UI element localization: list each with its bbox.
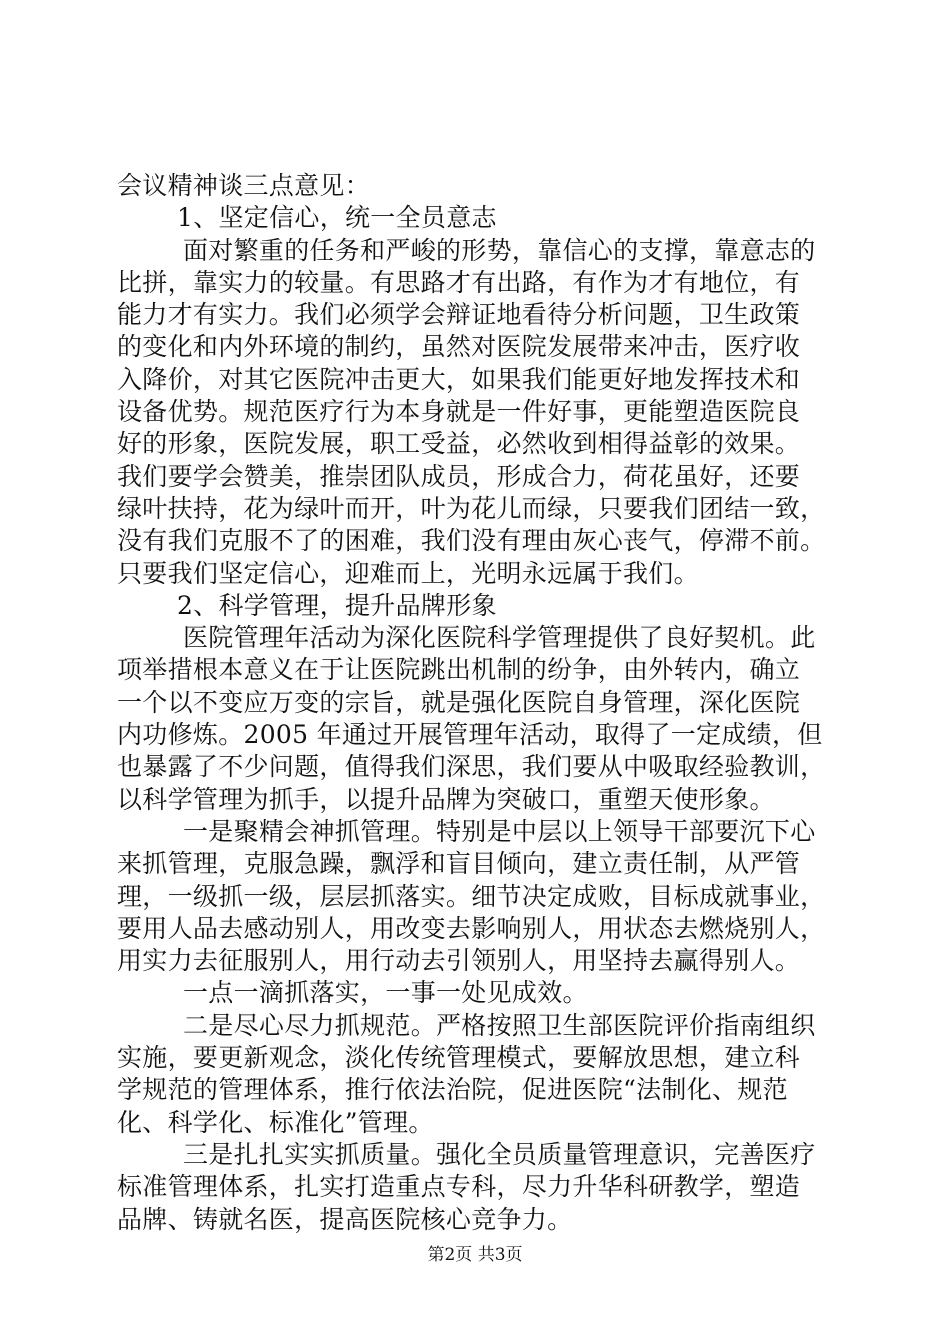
- page-number: 第2页 共3页: [427, 1245, 523, 1265]
- paragraph-line: 好的形象，医院发展，职工受益，必然收到相得益彰的效果。: [117, 429, 801, 459]
- text-line: 会议精神谈三点意见：: [117, 171, 371, 200]
- paragraph-line: 一是聚精会神抓管理。特别是中层以上领导干部要沉下心: [183, 816, 816, 846]
- paragraph-line: 一点一滴抓落实，一事一处见成效。: [183, 978, 588, 1008]
- paragraph-line: 以科学管理为抓手，以提升品牌为突破口，重塑天使形象。: [117, 784, 775, 814]
- paragraph-line: 内功修炼。2005 年通过开展管理年活动，取得了一定成绩，但: [117, 720, 823, 750]
- paragraph-line: 实施，要更新观念，淡化传统管理模式，要解放思想，建立科: [117, 1043, 801, 1073]
- paragraph-line: 设备优势。规范医疗行为本身就是一件好事，更能塑造医院良: [117, 397, 801, 427]
- paragraph-line: 入降价，对其它医院冲击更大，如果我们能更好地发挥技术和: [117, 364, 801, 394]
- paragraph-line: 面对繁重的任务和严峻的形势，靠信心的支撑，靠意志的: [183, 235, 816, 265]
- section-heading: 2、科学管理，提升品牌形象: [177, 590, 497, 620]
- paragraph-line: 化、科学化、标准化”管理。: [117, 1107, 434, 1137]
- paragraph-line: 没有我们克服不了的困难，我们没有理由灰心丧气，停滞不前。: [117, 526, 826, 556]
- paragraph-line: 一个以不变应万变的宗旨，就是强化医院自身管理，深化医院: [117, 687, 801, 717]
- paragraph-line: 三是扎扎实实抓质量。强化全员质量管理意识，完善医疗: [183, 1139, 816, 1169]
- paragraph-line: 二是尽心尽力抓规范。严格按照卫生部医院评价指南组织: [183, 1010, 816, 1040]
- paragraph-line: 用实力去征服别人，用行动去引领别人，用坚持去赢得别人。: [117, 946, 801, 976]
- page-footer: [0, 1244, 950, 1266]
- paragraph-line: 比拼，靠实力的较量。有思路才有出路，有作为才有地位，有: [117, 267, 801, 297]
- paragraph-line: 的变化和内外环境的制约，虽然对医院发展带来冲击，医疗收: [117, 332, 801, 362]
- paragraph-line: 品牌、铸就名医，提高医院核心竞争力。: [117, 1204, 573, 1234]
- paragraph-line: 要用人品去感动别人，用改变去影响别人，用状态去燃烧别人，: [117, 913, 826, 943]
- paragraph-line: 我们要学会赞美，推崇团队成员，形成合力，荷花虽好，还要: [117, 461, 801, 491]
- paragraph-line: 医院管理年活动为深化医院科学管理提供了良好契机。此: [183, 623, 816, 653]
- paragraph-line: 也暴露了不少问题，值得我们深思，我们要从中吸取经验教训，: [117, 752, 826, 782]
- paragraph-line: 只要我们坚定信心，迎难而上，光明永远属于我们。: [117, 558, 699, 588]
- paragraph-line: 绿叶扶持，花为绿叶而开，叶为花儿而绿，只要我们团结一致，: [117, 493, 826, 523]
- document-body: [117, 170, 862, 1236]
- paragraph-line: 学规范的管理体系，推行依法治院，促进医院“法制化、规范: [117, 1075, 788, 1105]
- paragraph-line: 理，一级抓一级，层层抓落实。细节决定成败，目标成就事业，: [117, 881, 826, 911]
- section-heading: 1、坚定信心，统一全员意志: [177, 203, 497, 233]
- paragraph-line: 能力才有实力。我们必须学会辩证地看待分析问题，卫生政策: [117, 300, 801, 330]
- paragraph-line: 来抓管理，克服急躁，飘浮和盲目倾向，建立责任制，从严管: [117, 849, 801, 879]
- paragraph-line: 项举措根本意义在于让医院跳出机制的纷争，由外转内，确立: [117, 655, 801, 685]
- paragraph-line: 标准管理体系，扎实打造重点专科，尽力升华科研教学，塑造: [117, 1172, 801, 1202]
